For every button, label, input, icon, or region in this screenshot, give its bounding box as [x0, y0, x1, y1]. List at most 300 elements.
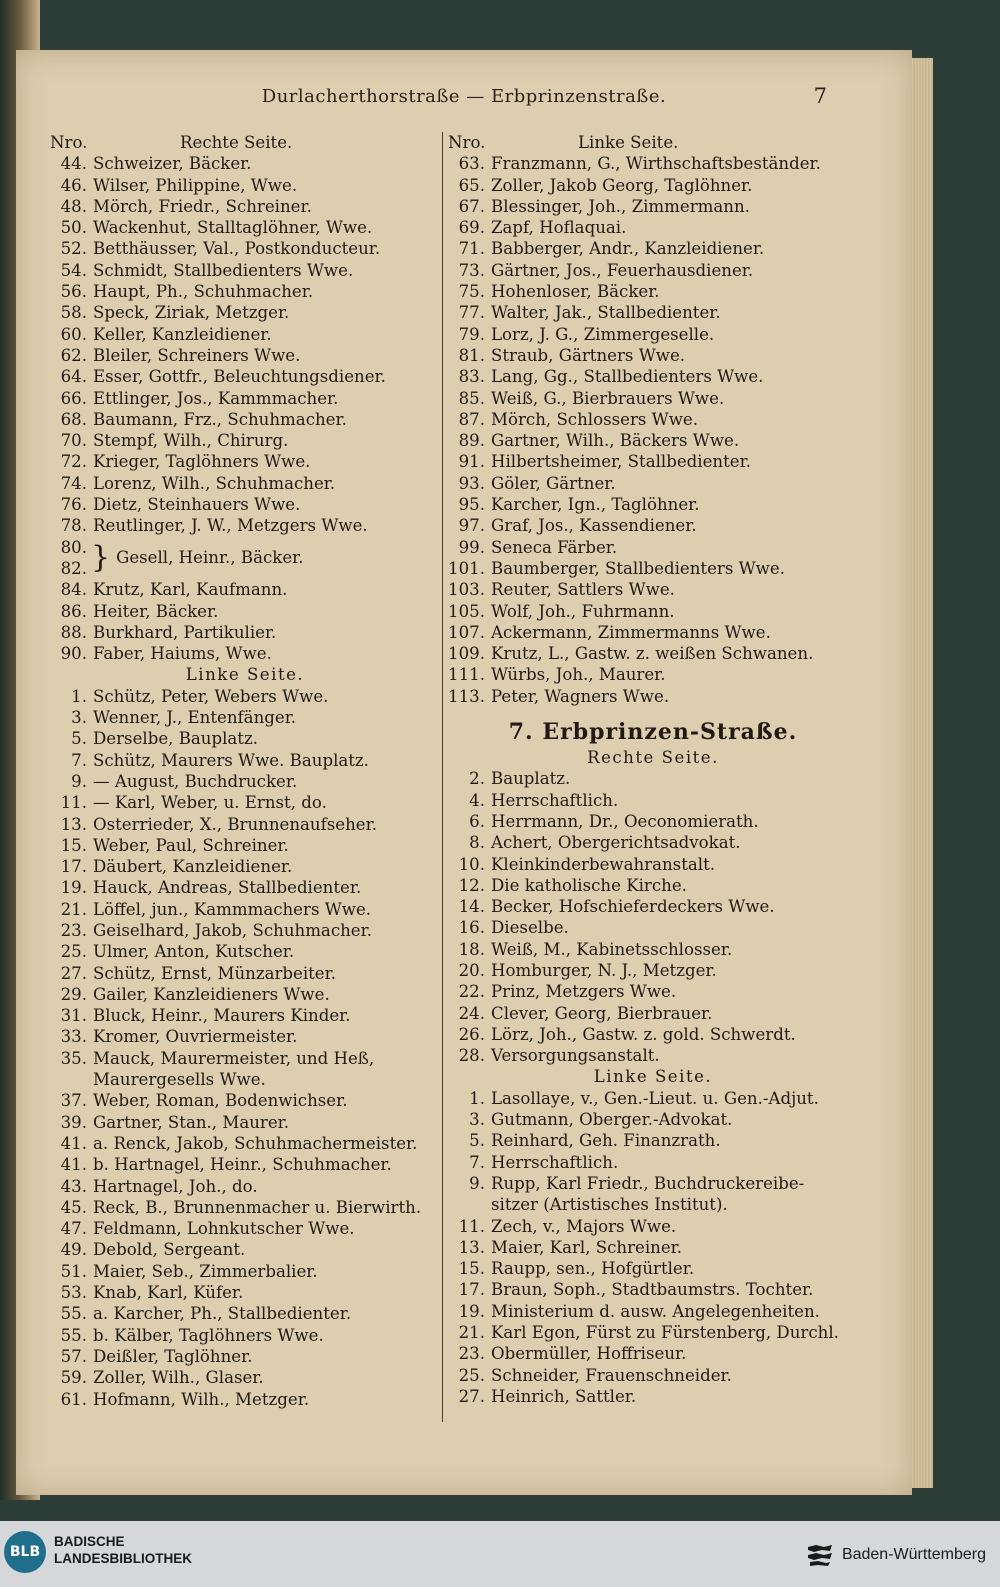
- entry-number: 91.: [458, 452, 485, 472]
- directory-entry: [50, 728, 440, 749]
- directory-entry: [448, 1003, 858, 1024]
- entry-number: 13.: [60, 814, 87, 834]
- entry-number: 39.: [60, 1112, 87, 1132]
- entry-text: Feldmann, Lohnkutscher Wwe.: [93, 1219, 355, 1239]
- entry-text: Gailer, Kanzleidieners Wwe.: [93, 984, 330, 1004]
- directory-entry: [448, 1173, 858, 1194]
- directory-entry: [50, 430, 440, 451]
- directory-entry: [50, 175, 440, 196]
- directory-entry: [448, 537, 858, 558]
- entry-text: Weiß, M., Kabinetsschlosser.: [491, 939, 733, 959]
- entry-text: Osterrieder, X., Brunnenaufseher.: [93, 814, 377, 834]
- directory-entry: [50, 1197, 440, 1218]
- entry-text: Krieger, Taglöhners Wwe.: [93, 452, 311, 472]
- side-header: Linke Seite.: [593, 1067, 713, 1087]
- directory-entry: [448, 1109, 858, 1130]
- entry-text: Peter, Wagners Wwe.: [491, 686, 670, 706]
- entry-text: a. Karcher, Ph., Stallbedienter.: [93, 1304, 352, 1324]
- entry-text: Achert, Obergerichtsadvokat.: [491, 833, 741, 853]
- directory-entry: [50, 1367, 440, 1388]
- directory-entry: [50, 792, 440, 813]
- entry-text: Knab, Karl, Küfer.: [93, 1283, 244, 1303]
- entry-number: 11.: [60, 793, 87, 813]
- entry-text: Betthäusser, Val., Postkonducteur.: [93, 239, 381, 259]
- entry-number: 111.: [448, 665, 485, 685]
- entry-number: 15.: [60, 835, 87, 855]
- entry-text: Baumberger, Stallbedienters Wwe.: [491, 558, 785, 578]
- nro-label: Nro.: [448, 133, 486, 152]
- entry-number: 80.: [60, 537, 87, 557]
- directory-entry: [50, 579, 440, 600]
- entry-number: 12.: [458, 875, 485, 895]
- state-branding[interactable]: [806, 1543, 986, 1567]
- directory-entry: [448, 196, 858, 217]
- entry-number: 70.: [60, 431, 87, 451]
- directory-entry: [50, 366, 440, 387]
- entry-number: 28.: [458, 1046, 485, 1066]
- entry-text: Die katholische Kirche.: [491, 875, 687, 895]
- directory-entry: [448, 1279, 858, 1300]
- entry-text: Wilser, Philippine, Wwe.: [93, 175, 298, 195]
- entry-text: Reck, B., Brunnenmacher u. Bierwirth.: [93, 1197, 422, 1217]
- entry-text: Speck, Ziriak, Metzger.: [93, 303, 290, 323]
- directory-entry: [448, 981, 858, 1002]
- entry-text: Graf, Jos., Kassendiener.: [491, 516, 697, 536]
- directory-entry: [50, 1005, 440, 1026]
- entry-text: Franzmann, G., Wirthschaftsbeständer.: [491, 154, 821, 174]
- entry-number: 81.: [458, 345, 485, 365]
- entry-text: Rupp, Karl Friedr., Buchdruckereibe-: [491, 1173, 805, 1193]
- directory-entry: [448, 451, 858, 472]
- directory-entry: [50, 302, 440, 323]
- entry-text: Kromer, Ouvriermeister.: [93, 1027, 298, 1047]
- entry-number: 1.: [71, 686, 87, 706]
- column-header: [50, 132, 440, 153]
- entry-number: 73.: [458, 260, 485, 280]
- entry-number: 75.: [458, 282, 485, 302]
- entry-number: 83.: [458, 367, 485, 387]
- entry-text: Lang, Gg., Stallbedienters Wwe.: [491, 367, 764, 387]
- entry-number: 27.: [458, 1386, 485, 1406]
- entry-text: Lasollaye, v., Gen.-Lieut. u. Gen.-Adjut.: [491, 1088, 819, 1108]
- entry-number: 60.: [60, 324, 87, 344]
- entry-text: Würbs, Joh., Maurer.: [491, 665, 666, 685]
- entry-text: Ulmer, Anton, Kutscher.: [93, 942, 295, 962]
- entry-number: 97.: [458, 516, 485, 536]
- entry-text: Dietz, Steinhauers Wwe.: [93, 495, 301, 515]
- entry-text: Reuter, Sattlers Wwe.: [491, 580, 675, 600]
- entry-text: Zech, v., Majors Wwe.: [491, 1216, 677, 1236]
- entry-number: 47.: [60, 1219, 87, 1239]
- directory-entry: [50, 409, 440, 430]
- entry-list: [448, 1088, 858, 1194]
- entry-number: 58.: [60, 303, 87, 323]
- directory-entry: [448, 1045, 858, 1066]
- directory-entry: [448, 664, 858, 685]
- entry-number: 67.: [458, 196, 485, 216]
- entry-number: 22.: [458, 982, 485, 1002]
- entry-number: 90.: [60, 644, 87, 664]
- entry-number: 87.: [458, 409, 485, 429]
- entry-text: Göler, Gärtner.: [491, 473, 616, 493]
- directory-entry: [50, 814, 440, 835]
- directory-entry: [448, 281, 858, 302]
- directory-entry: [448, 175, 858, 196]
- coat-of-arms-icon: [806, 1543, 834, 1567]
- entry-number: 13.: [458, 1237, 485, 1257]
- entry-number: 5.: [469, 1131, 485, 1151]
- entry-number: 113.: [448, 686, 485, 706]
- entry-text: Gartner, Wilh., Bäckers Wwe.: [491, 431, 740, 451]
- directory-entry: [50, 1176, 440, 1197]
- entry-number: 8.: [469, 833, 485, 853]
- entry-number: 37.: [60, 1091, 87, 1111]
- entry-text: Derselbe, Bauplatz.: [93, 729, 258, 749]
- entry-number: 76.: [60, 495, 87, 515]
- entry-number: 9.: [71, 771, 87, 791]
- entry-text: Lorenz, Wilh., Schuhmacher.: [93, 473, 336, 493]
- directory-entry: [50, 835, 440, 856]
- entry-number: 46.: [60, 175, 87, 195]
- entry-number: 24.: [458, 1003, 485, 1023]
- entry-number: 21.: [458, 1323, 485, 1343]
- entry-number: 44.: [60, 154, 87, 174]
- entry-text: Reutlinger, J. W., Metzgers Wwe.: [93, 516, 368, 536]
- entry-number: 49.: [60, 1240, 87, 1260]
- entry-number: 27.: [60, 963, 87, 983]
- entry-text: Versorgungsanstalt.: [491, 1046, 660, 1066]
- entry-text: b. Hartnagel, Heinr., Schuhmacher.: [93, 1155, 392, 1175]
- entry-text: Wenner, J., Entenfänger.: [93, 708, 297, 728]
- state-name: Baden-Württemberg: [841, 1546, 986, 1563]
- directory-entry: [50, 515, 440, 536]
- entry-text: — Karl, Weber, u. Ernst, do.: [93, 793, 327, 813]
- entry-text: Gartner, Stan., Maurer.: [93, 1112, 290, 1132]
- section-title: 7. Erbprinzen-Straße.: [508, 719, 798, 746]
- directory-entry: [448, 366, 858, 387]
- entry-number: 56.: [60, 282, 87, 302]
- entry-number: 23.: [458, 1344, 485, 1364]
- directory-entry: [448, 388, 858, 409]
- column-header: [448, 132, 858, 153]
- entry-number: 99.: [458, 537, 485, 557]
- entry-text: Maier, Seb., Zimmerbalier.: [93, 1261, 318, 1281]
- directory-entry: [448, 409, 858, 430]
- directory-entry: [50, 260, 440, 281]
- directory-entry: [50, 1090, 440, 1111]
- entry-text: Gesell, Heinr., Bäcker.: [116, 548, 304, 568]
- entry-number: 61.: [60, 1389, 87, 1409]
- directory-entry: [448, 302, 858, 323]
- entry-number: 5.: [71, 729, 87, 749]
- directory-entry: [50, 707, 440, 728]
- directory-entry: [448, 854, 858, 875]
- entry-text: Maier, Karl, Schreiner.: [491, 1237, 683, 1257]
- directory-entry: [448, 324, 858, 345]
- entry-number: 45.: [60, 1197, 87, 1217]
- entry-text: Ettlinger, Jos., Kammmacher.: [93, 388, 339, 408]
- entry-number: 62.: [60, 345, 87, 365]
- entry-text: Bleiler, Schreiners Wwe.: [93, 345, 301, 365]
- entry-number: 43.: [60, 1176, 87, 1196]
- directory-entry: [448, 1024, 858, 1045]
- entry-text: Bluck, Heinr., Maurers Kinder.: [93, 1006, 351, 1026]
- side-label: Linke Seite.: [578, 133, 679, 152]
- directory-entry: [50, 856, 440, 877]
- entry-text: b. Kälber, Taglöhners Wwe.: [93, 1325, 324, 1345]
- entry-list: [448, 153, 858, 707]
- entry-number: 11.: [458, 1216, 485, 1236]
- directory-entry: [50, 1389, 440, 1410]
- entry-number: 55.: [60, 1325, 87, 1345]
- entry-text: Gärtner, Jos., Feuerhausdiener.: [491, 260, 754, 280]
- directory-entry: [448, 622, 858, 643]
- entry-list: [448, 1216, 858, 1408]
- entry-number: 19.: [458, 1301, 485, 1321]
- entry-text: Ackermann, Zimmermanns Wwe.: [491, 622, 771, 642]
- entry-number: 17.: [60, 857, 87, 877]
- directory-entry: [448, 832, 858, 853]
- directory-entry: [50, 963, 440, 984]
- directory-entry: [448, 473, 858, 494]
- entry-text: Debold, Sergeant.: [93, 1240, 246, 1260]
- directory-entry: [50, 1346, 440, 1367]
- entry-text: Hohenloser, Bäcker.: [491, 282, 660, 302]
- book-page: [16, 50, 912, 1495]
- entry-text: Gutmann, Oberger.-Advokat.: [491, 1110, 733, 1130]
- directory-entry: [50, 1133, 440, 1154]
- entry-continuation: Maurergesells Wwe.: [93, 1070, 266, 1090]
- entry-number: 71.: [458, 239, 485, 259]
- entry-text: Schütz, Peter, Webers Wwe.: [93, 686, 329, 706]
- entry-text: Lörz, Joh., Gastw. z. gold. Schwerdt.: [491, 1024, 796, 1044]
- directory-entry: [448, 896, 858, 917]
- entry-number: 1.: [469, 1088, 485, 1108]
- directory-entry: [448, 579, 858, 600]
- directory-entry: [448, 643, 858, 664]
- entry-text: Schweizer, Bäcker.: [93, 154, 252, 174]
- entry-text: Zoller, Jakob Georg, Taglöhner.: [491, 175, 753, 195]
- entry-number: 33.: [60, 1027, 87, 1047]
- directory-entry: [50, 750, 440, 771]
- entry-text: Bauplatz.: [491, 769, 571, 789]
- entry-number: 95.: [458, 495, 485, 515]
- directory-entry: [50, 899, 440, 920]
- entry-number: 57.: [60, 1346, 87, 1366]
- entry-text: Clever, Georg, Bierbrauer.: [491, 1003, 713, 1023]
- directory-entry: [448, 1365, 858, 1386]
- directory-entry: [448, 558, 858, 579]
- entry-number: 54.: [60, 260, 87, 280]
- entry-number: 82.: [60, 558, 87, 578]
- directory-entry: [50, 920, 440, 941]
- entry-text: Hauck, Andreas, Stallbedienter.: [93, 878, 362, 898]
- directory-entry: [448, 1216, 858, 1237]
- brace-symbol: }: [91, 539, 111, 575]
- entry-number: 41.: [60, 1133, 87, 1153]
- entry-text: Wolf, Joh., Fuhrmann.: [491, 601, 675, 621]
- entry-number: 15.: [458, 1259, 485, 1279]
- entry-number: 41.: [60, 1155, 87, 1175]
- entry-text: Weber, Roman, Bodenwichser.: [93, 1091, 348, 1111]
- entry-number: 20.: [458, 960, 485, 980]
- directory-entry: [50, 1239, 440, 1260]
- entry-text: Herrschaftlich.: [491, 790, 619, 810]
- entry-text: a. Renck, Jakob, Schuhmachermeister.: [93, 1133, 418, 1153]
- entry-number: 7.: [469, 1152, 485, 1172]
- directory-entry: [448, 1088, 858, 1109]
- entry-text: Becker, Hofschieferdeckers Wwe.: [491, 897, 775, 917]
- entry-text: Walter, Jak., Stallbedienter.: [491, 303, 721, 323]
- entry-text: Obermüller, Hoffriseur.: [491, 1344, 687, 1364]
- entry-text: Schütz, Maurers Wwe. Bauplatz.: [93, 750, 369, 770]
- directory-entry: [50, 941, 440, 962]
- brace-entry: [50, 537, 440, 580]
- side-header: Linke Seite.: [185, 665, 305, 685]
- page-header: Durlacherthorstraße — Erbprinzenstraße.: [261, 86, 667, 107]
- entry-list: [50, 153, 440, 536]
- entry-number: 16.: [458, 918, 485, 938]
- entry-text: Ministerium d. ausw. Angelegenheiten.: [491, 1301, 820, 1321]
- directory-entry: [448, 494, 858, 515]
- directory-entry: [448, 1258, 858, 1279]
- entry-number: 93.: [458, 473, 485, 493]
- library-name: BADISCHE LANDESBIBLIOTHEK: [54, 1534, 192, 1566]
- directory-entry: [50, 388, 440, 409]
- directory-entry: [50, 1282, 440, 1303]
- entry-number: 78.: [60, 516, 87, 536]
- entry-number: 19.: [60, 878, 87, 898]
- entry-number: 86.: [60, 601, 87, 621]
- entry-list: [448, 768, 858, 1066]
- entry-number: 101.: [448, 558, 485, 578]
- entry-number: 25.: [60, 942, 87, 962]
- directory-entry: [50, 324, 440, 345]
- directory-entry: [448, 153, 858, 174]
- entry-number: 59.: [60, 1368, 87, 1388]
- entry-text: Däubert, Kanzleidiener.: [93, 857, 293, 877]
- entry-number: 35.: [60, 1048, 87, 1068]
- entry-number: 2.: [469, 769, 485, 789]
- entry-number: 74.: [60, 473, 87, 493]
- entry-number: 79.: [458, 324, 485, 344]
- directory-entry: [448, 1386, 858, 1407]
- entry-number: 55.: [60, 1304, 87, 1324]
- entry-text: Weber, Paul, Schreiner.: [93, 835, 289, 855]
- directory-entry: [448, 1237, 858, 1258]
- entry-list: [50, 686, 440, 1069]
- entry-text: Zapf, Hoflaquai.: [491, 218, 627, 238]
- entry-text: Raupp, sen., Hofgürtler.: [491, 1259, 695, 1279]
- entry-text: Herrschaftlich.: [491, 1152, 619, 1172]
- directory-entry: [448, 601, 858, 622]
- entry-list: [50, 1090, 440, 1409]
- directory-entry: [50, 473, 440, 494]
- entry-number: 84.: [60, 580, 87, 600]
- directory-entry: [50, 771, 440, 792]
- directory-entry: [448, 686, 858, 707]
- directory-entry: [448, 875, 858, 896]
- entry-number: 63.: [458, 154, 485, 174]
- directory-entry: [50, 1154, 440, 1175]
- directory-entry: [448, 345, 858, 366]
- directory-entry: [50, 877, 440, 898]
- entry-text: Prinz, Metzgers Wwe.: [491, 982, 677, 1002]
- directory-entry: [50, 1303, 440, 1324]
- entry-text: Löffel, jun., Kammmachers Wwe.: [93, 899, 372, 919]
- entry-text: Seneca Färber.: [491, 537, 618, 557]
- entry-text: Karcher, Ign., Taglöhner.: [491, 495, 700, 515]
- directory-entry: [50, 622, 440, 643]
- directory-entry: [50, 1325, 440, 1346]
- entry-number: 29.: [60, 984, 87, 1004]
- entry-number: 53.: [60, 1283, 87, 1303]
- entry-number: 64.: [60, 367, 87, 387]
- entry-number: 65.: [458, 175, 485, 195]
- entry-number: 21.: [60, 899, 87, 919]
- entry-text: Mauck, Maurermeister, und Heß,: [93, 1048, 375, 1068]
- directory-entry: [50, 217, 440, 238]
- entry-text: Hartnagel, Joh., do.: [93, 1176, 258, 1196]
- side-label: Rechte Seite.: [180, 133, 293, 152]
- directory-entry: [448, 238, 858, 259]
- directory-entry: [50, 686, 440, 707]
- entry-number: 31.: [60, 1006, 87, 1026]
- entry-text: Heiter, Bäcker.: [93, 601, 219, 621]
- directory-entry: [50, 643, 440, 664]
- entry-number: 4.: [469, 790, 485, 810]
- directory-entry: [448, 515, 858, 536]
- directory-entry: [448, 217, 858, 238]
- entry-text: Blessinger, Joh., Zimmermann.: [491, 196, 750, 216]
- entry-text: Herrmann, Dr., Oeconomierath.: [491, 811, 759, 831]
- entry-text: Schütz, Ernst, Münzarbeiter.: [93, 963, 337, 983]
- blb-logo[interactable]: BLB: [4, 1531, 46, 1573]
- entry-number: 89.: [458, 431, 485, 451]
- entry-number: 66.: [60, 388, 87, 408]
- entry-text: Karl Egon, Fürst zu Fürstenberg, Durchl.: [491, 1323, 839, 1343]
- entry-number: 72.: [60, 452, 87, 472]
- entry-text: Geiselhard, Jakob, Schuhmacher.: [93, 920, 373, 940]
- entry-text: Schmidt, Stallbedienters Wwe.: [93, 260, 354, 280]
- entry-number: 105.: [448, 601, 485, 621]
- entry-text: Babberger, Andr., Kanzleidiener.: [491, 239, 765, 259]
- entry-number: 77.: [458, 303, 485, 323]
- directory-entry: [50, 153, 440, 174]
- entry-number: 26.: [458, 1024, 485, 1044]
- entry-text: Deißler, Taglöhner.: [93, 1346, 253, 1366]
- side-header: Rechte Seite.: [587, 748, 719, 768]
- directory-entry: [50, 1048, 440, 1069]
- entry-number: 50.: [60, 218, 87, 238]
- entry-number: 103.: [448, 580, 485, 600]
- directory-entry: [448, 917, 858, 938]
- entry-text: Krutz, L., Gastw. z. weißen Schwanen.: [491, 644, 814, 664]
- directory-entry: [50, 1026, 440, 1047]
- library-footer: [0, 1521, 1000, 1587]
- entry-text: Kleinkinderbewahranstalt.: [491, 854, 716, 874]
- directory-entry: [448, 1322, 858, 1343]
- entry-text: Reinhard, Geh. Finanzrath.: [491, 1131, 721, 1151]
- entry-number: 3.: [71, 708, 87, 728]
- entry-text: Haupt, Ph., Schuhmacher.: [93, 282, 314, 302]
- entry-text: Braun, Soph., Stadtbaumstrs. Tochter.: [491, 1280, 814, 1300]
- entry-text: Zoller, Wilh., Glaser.: [93, 1368, 264, 1388]
- entry-number: 51.: [60, 1261, 87, 1281]
- directory-entry: [50, 345, 440, 366]
- entry-number: 9.: [469, 1173, 485, 1193]
- entry-text: Schneider, Frauenschneider.: [491, 1365, 732, 1385]
